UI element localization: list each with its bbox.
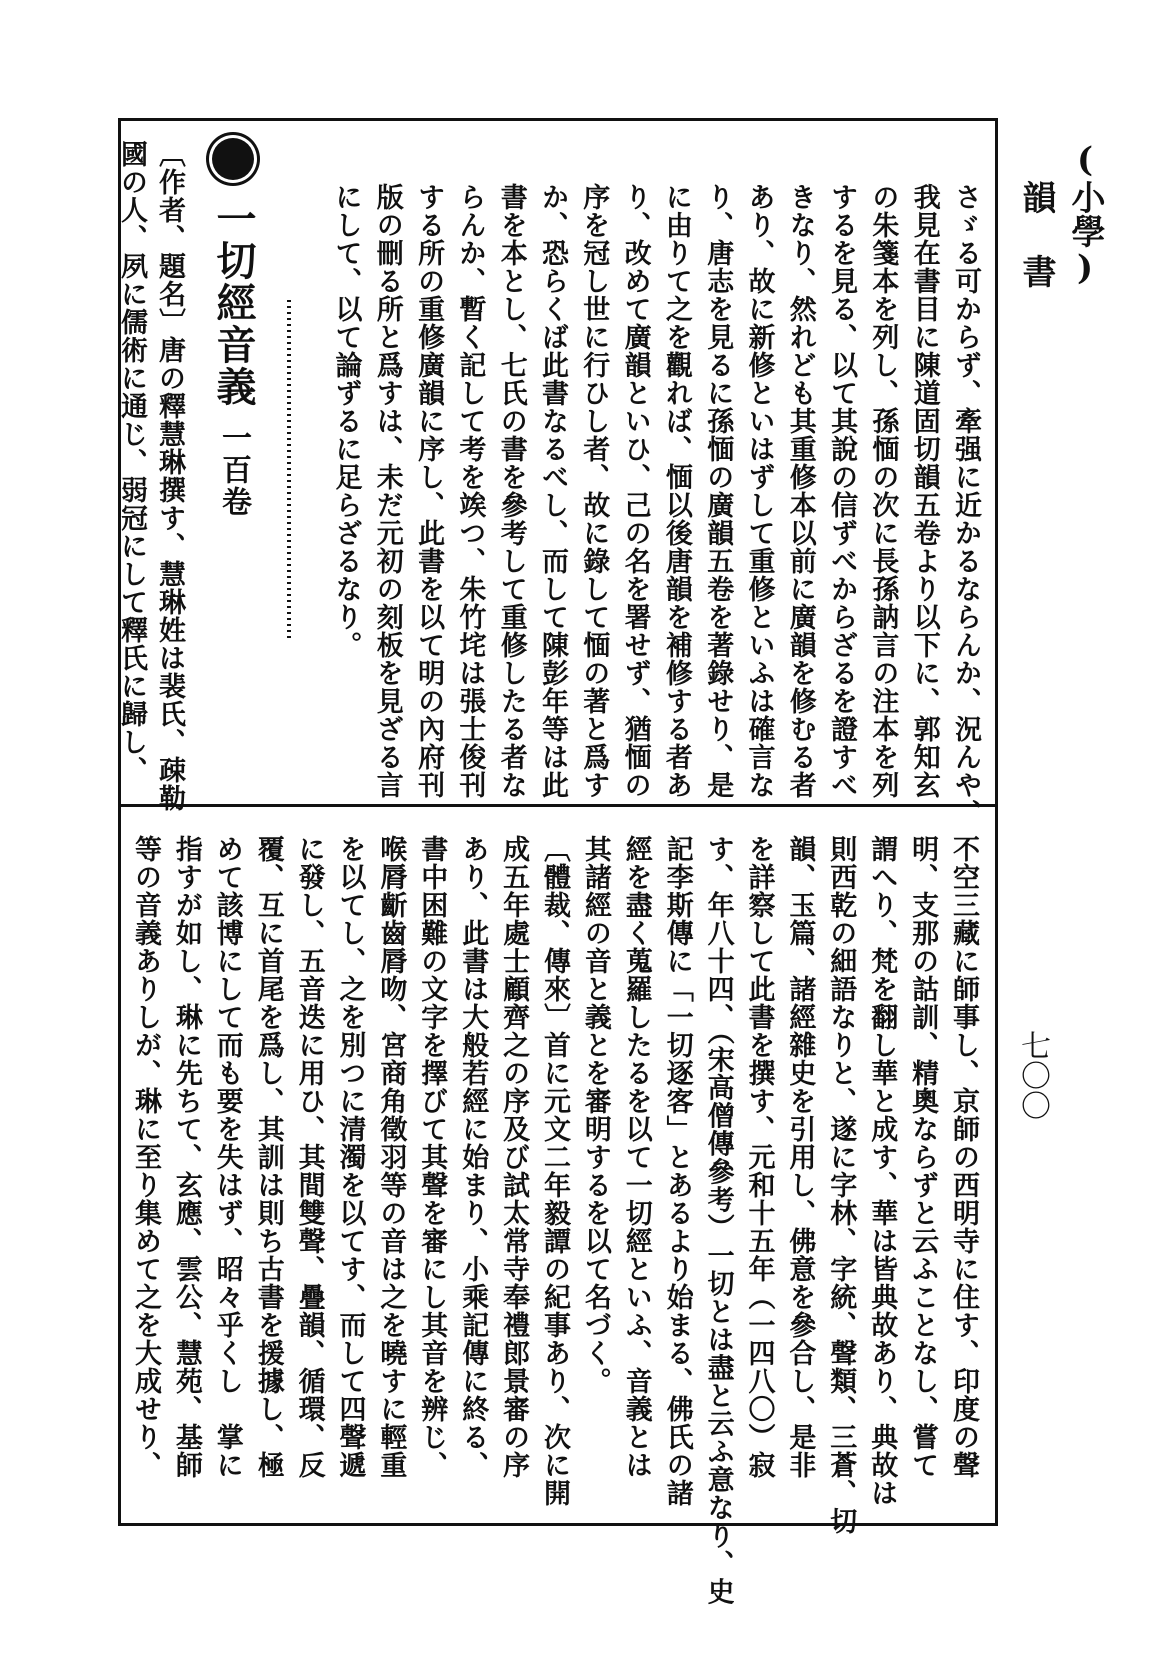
text-column: めて該博にして而も要を失はず、昭々乎くし 掌に [211, 835, 243, 1479]
text-column: 書を本とし、七氏の書を參考して重修したる者な [495, 183, 527, 799]
bullet-icon [212, 138, 254, 180]
text-column: 書中困難の文字を擇びて其聲を審にし其音を辨じ、 [416, 835, 448, 1479]
text-column: を以てし、之を別つに清濁を以てす、而して四聲遞 [334, 835, 366, 1479]
text-column: 覆、互に首尾を爲し、其訓は則ち古書を援據し、極 [252, 835, 284, 1479]
text-column: あり、故に新修といはずして重修といふは確言な [743, 183, 775, 799]
running-head-section: (小學) [1065, 140, 1105, 288]
text-column: に由りて之を觀れば、愐以後唐韻を補修する者あ [660, 183, 692, 799]
text-column: にして、以て論ずるに足らざるなり。 [330, 183, 362, 659]
entry-volumes: 一百卷 [216, 422, 251, 518]
text-column: 版の刪る所と爲すは、未だ元初の刻板を見ざる言 [371, 183, 403, 799]
text-column: あり、此書は大般若經に始まり、小乘記傳に終る、 [457, 835, 489, 1479]
text-column: 則西乾の細語なりと、遂に字林、字統、聲類、三蒼、切 [825, 835, 857, 1535]
text-column: か、恐らくば此書なるべし、而して陳彭年等は此 [537, 183, 568, 799]
text-column: を詳察して此書を撰す、元和十五年（一四八〇）寂 [743, 835, 775, 1479]
text-column: 指すが如し、琳に先ちて、玄應、雲公、慧苑、基師 [170, 835, 202, 1479]
text-column: 其諸經の音と義とを審明するを以て名づく。 [579, 835, 611, 1395]
text-column: の朱箋本を列し、孫愐の次に長孫訥言の注本を列 [867, 183, 899, 799]
text-column: 〔體裁、傳來〕首に元文二年毅譚の紀事あり、次に開 [539, 835, 570, 1507]
text-column: 國の人、夙に儒術に通じ、弱冠にして釋氏に歸し、 [116, 140, 147, 784]
text-column: 等の音義ありしが、琳に至り集めて之を大成せり、 [130, 835, 161, 1479]
text-column: 韻、玉篇、諸經雜史を引用し、佛意を參合し、是非 [784, 835, 816, 1479]
text-column: 〔作者、題名〕唐の釋慧琳撰す、慧琳姓は裴氏、疎勒 [154, 140, 185, 812]
running-head [1012, 140, 1110, 328]
text-column: り、唐志を見るに孫愐の廣韻五卷を著錄せり、是 [702, 183, 734, 799]
text-column: 謂へり、梵を翻し華と成す、華は皆典故あり、典故は [866, 835, 898, 1507]
entry-heading [205, 138, 262, 518]
text-column: 喉脣齗齒脣吻、宮商角徵羽等の音は之を曉すに輕重 [375, 835, 407, 1479]
text-column: 不空三藏に師事し、京師の西明寺に住す、印度の聲 [948, 835, 979, 1479]
text-column: する所の重修廣韻に序し、此書を以て明の內府刊 [413, 183, 445, 799]
text-column: 成五年處士顧齊之の序及び試太常寺奉禮郎景審の序 [498, 835, 530, 1479]
text-column: 明、支那の詁訓、精奧ならずと云ふことなし、嘗て [907, 835, 939, 1479]
text-column: らんか、暫く記して考を竢つ、朱竹垞は張士俊刊 [454, 183, 486, 799]
text-column: きなり、然れども其重修本以前に廣韻を修むる者 [784, 183, 816, 799]
text-column: さゞる可からず、牽强に近かるならんか、況んや、 [950, 183, 981, 827]
text-column: 記李斯傳に「一切逐客」とあるより始まる、佛氏の諸 [661, 835, 693, 1507]
text-column: に發し、五音迭に用ひ、其間雙聲、疊韻、循環、反 [293, 835, 325, 1479]
section-divider [118, 804, 998, 807]
text-column: り、改めて廣韻といひ、己の名を署せず、猶愐の [619, 183, 651, 799]
text-column: す、年八十四、（宋高僧傳參考）一切とは盡と云ふ意なり、史 [702, 835, 734, 1606]
text-column: するを見る、以て其說の信ずべからざるを證すべ [826, 183, 858, 799]
text-column: 經を盡く蒐羅したるを以て一切經といふ、音義とは [620, 835, 652, 1479]
page-number: 七〇〇 [1015, 1030, 1050, 1120]
text-column: 我見在書目に陳道固切韻五卷より以下に、郭知玄 [908, 183, 940, 799]
entry-title: 一切經音義 [210, 198, 257, 408]
text-column: 序を冠し世に行ひし者、故に錄して愐の著と爲す [578, 183, 610, 799]
running-head-title: 韻書 [1016, 180, 1056, 328]
